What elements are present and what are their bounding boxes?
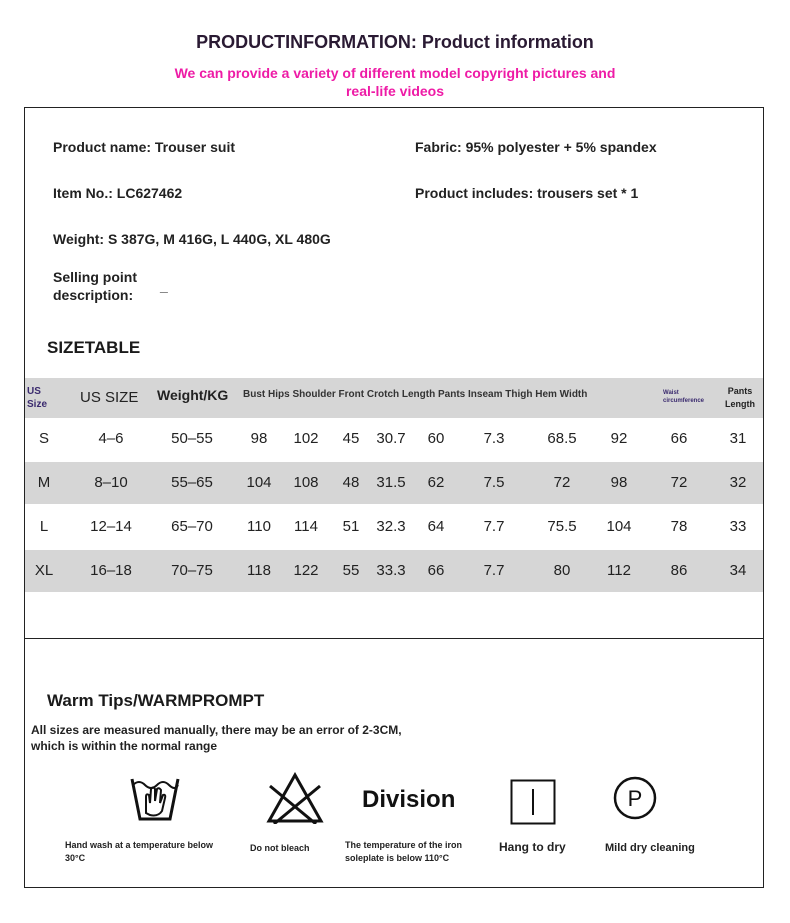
table-cell: 4–6 (98, 430, 124, 447)
hang-dry-icon (510, 779, 556, 825)
header-waist-1: Waist (663, 390, 679, 396)
table-cell: 12–14 (90, 518, 132, 535)
table-cell: 72 (553, 474, 571, 491)
dry-clean-label: Mild dry cleaning (605, 842, 695, 854)
dry-clean-icon (612, 775, 658, 821)
table-cell: 48 (342, 474, 360, 491)
table-cell: 51 (342, 518, 360, 535)
table-cell: 8–10 (94, 474, 128, 491)
table-cell: 112 (607, 562, 631, 579)
table-cell: 32 (729, 474, 747, 491)
table-row (25, 418, 763, 460)
table-cell: 118 (247, 562, 271, 579)
table-cell: 98 (610, 474, 628, 491)
table-cell: 78 (670, 518, 688, 535)
product-weight: Weight: S 387G, M 416G, L 440G, XL 480G (53, 231, 331, 247)
table-cell: 32.3 (376, 518, 406, 535)
tips-title: Warm Tips/WARMPROMPT (47, 691, 265, 710)
iron-temperature-label (345, 839, 462, 865)
table-cell: 75.5 (547, 518, 577, 535)
table-cell: L (39, 518, 49, 535)
table-cell: 50–55 (171, 430, 213, 447)
table-row (25, 550, 763, 592)
product-name: Product name: Trouser suit (53, 139, 236, 155)
table-cell: 66 (670, 430, 688, 447)
table-cell: 110 (247, 518, 271, 535)
table-cell: 16–18 (90, 562, 132, 579)
table-cell: 62 (427, 474, 445, 491)
table-cell: 68.5 (547, 430, 577, 447)
size-table-header (25, 378, 763, 418)
table-cell: 122 (293, 562, 319, 579)
table-cell: 108 (293, 474, 319, 491)
do-not-bleach-icon (266, 772, 324, 824)
table-cell: 7.5 (483, 474, 505, 491)
table-cell: 7.3 (483, 430, 505, 447)
header-us-size-small-1: US (27, 386, 41, 397)
product-fabric: Fabric: 95% polyester + 5% spandex (415, 139, 657, 155)
iron-temperature-label-1: The temperature of the iron (345, 840, 463, 850)
table-cell: 55 (342, 562, 360, 579)
table-cell: 104 (606, 518, 632, 535)
table-cell: 45 (342, 430, 360, 447)
table-cell: 98 (250, 430, 268, 447)
table-cell: 66 (427, 562, 445, 579)
do-not-bleach-label: Do not bleach (250, 843, 310, 853)
selling-point-value: _ (160, 278, 168, 294)
selling-point-label-2: description: (53, 287, 134, 303)
hand-wash-label-1: Hand wash at a temperature below (65, 840, 214, 850)
header-weight: Weight/KG (157, 387, 229, 403)
table-cell: 60 (427, 430, 445, 447)
size-table-title: SIZETABLE (47, 338, 141, 357)
table-cell: M (37, 474, 51, 491)
table-cell: 86 (670, 562, 688, 579)
svg-text:P: P (627, 786, 643, 811)
header-measurements: Bust Hips Shoulder Front Crotch Length Pants Inseam Thigh Hem Width (243, 389, 588, 400)
table-cell: 104 (246, 474, 272, 491)
table-cell: 70–75 (171, 562, 213, 579)
table-cell: 102 (293, 430, 319, 447)
page-title: PRODUCTINFORMATION: Product information (196, 32, 594, 52)
table-cell: XL (34, 562, 54, 579)
header-us-size-small-2: Size (27, 399, 48, 410)
tips-text (31, 722, 402, 754)
table-cell: 92 (610, 430, 628, 447)
subtitle-line-2: real-life videos (345, 83, 445, 99)
table-cell: 55–65 (171, 474, 213, 491)
table-cell: 114 (294, 518, 318, 535)
header-pants-1: Pants (727, 386, 753, 396)
product-includes: Product includes: trousers set * 1 (415, 185, 639, 201)
iron-temperature-label-2: soleplate is below 110°C (345, 853, 450, 863)
tips-text-line-1: All sizes are measured manually, there may be an error of 2-3CM, (31, 723, 402, 737)
header-pants-length (725, 385, 755, 411)
table-cell: 80 (553, 562, 571, 579)
hang-dry-label: Hang to dry (499, 840, 566, 854)
table-cell: 65–70 (171, 518, 213, 535)
hand-wash-icon (130, 773, 180, 825)
table-cell: S (38, 430, 49, 447)
product-item-no: Item No.: LC627462 (53, 185, 183, 201)
subtitle-line-1: We can provide a variety of different model copyright pictures and (174, 65, 616, 81)
division-text: Division (362, 786, 456, 813)
selling-point-label (53, 268, 137, 304)
hand-wash-label-2: 30°C (65, 853, 86, 863)
table-cell: 33.3 (376, 562, 406, 579)
table-cell: 31.5 (376, 474, 406, 491)
page-subtitle (0, 64, 790, 100)
header-waist-2: circumference (663, 398, 705, 404)
table-row (25, 506, 763, 548)
table-cell: 7.7 (483, 518, 505, 535)
table-cell: 34 (729, 562, 747, 579)
table-cell: 33 (729, 518, 747, 535)
table-row (25, 462, 763, 504)
header-us-size-small (27, 385, 47, 411)
table-cell: 31 (729, 430, 747, 447)
table-cell: 64 (427, 518, 445, 535)
selling-point-label-1: Selling point (53, 269, 137, 285)
header-waist (663, 389, 704, 405)
header-us-size: US SIZE (80, 389, 139, 406)
hand-wash-label (65, 839, 213, 865)
header-pants-2: Length (725, 399, 755, 409)
table-cell: 72 (670, 474, 688, 491)
table-cell: 7.7 (483, 562, 505, 579)
tips-text-line-2: which is within the normal range (31, 739, 218, 753)
table-cell: 30.7 (376, 430, 406, 447)
